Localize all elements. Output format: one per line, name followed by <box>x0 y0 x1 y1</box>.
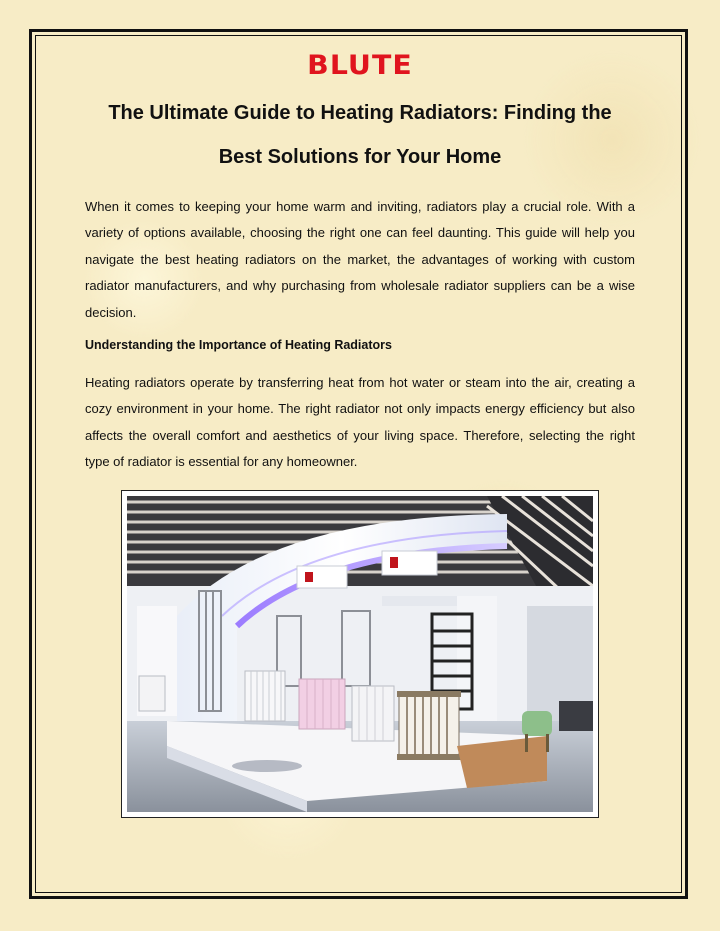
section-heading: Understanding the Importance of Heating Radiators <box>85 338 392 352</box>
showroom-illustration <box>127 496 593 812</box>
intro-paragraph: When it comes to keeping your home warm and inviting, radiators play a crucial role. With a variety of options available, choosing the right one can feel daunting. This guide will help you navigate the best heating radiators on the market, the advantages of working with custom radiator manufacturers, and why purchasing from wholesale radiator suppliers can be a wise decision. <box>85 199 635 320</box>
document-title-line-1: The Ultimate Guide to Heating Radiators: Finding the <box>108 102 612 124</box>
section-paragraph: Heating radiators operate by transferring heat from hot water or steam into the air, creating a cozy environment in your home. The right radiator not only impacts energy efficiency but also affects the overall comfort and aesthetics of your living space. Therefore, selecting the right type of radiator is essential for any homeowner. <box>85 375 635 470</box>
document-title-line-2: Best Solutions for Your Home <box>218 146 502 168</box>
brand-logo: BLUTE <box>307 50 413 81</box>
showroom-photo <box>121 490 599 818</box>
